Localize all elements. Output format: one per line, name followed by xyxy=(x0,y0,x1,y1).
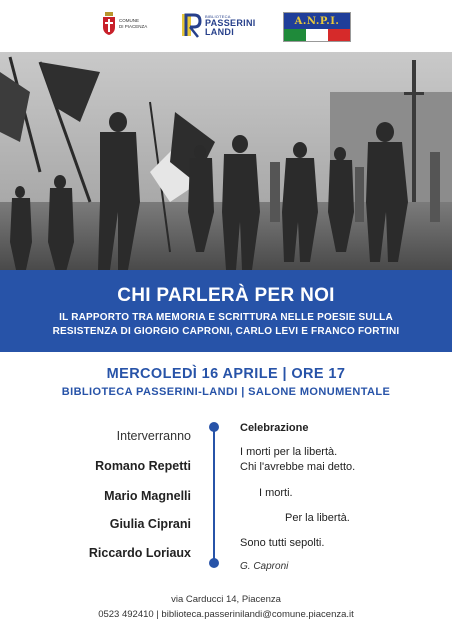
speaker-name: Mario Magnelli xyxy=(104,489,191,503)
anpi-logo xyxy=(283,12,351,42)
historical-photo xyxy=(0,52,452,270)
poem-line: Per la libertà. xyxy=(285,512,350,524)
event-subtitle-line-2: RESISTENZA DI GIORGIO CAPRONI, CARLO LEVI E FRANCO FORTINI xyxy=(52,326,400,337)
biblio-name-1: PASSERINI xyxy=(205,17,256,28)
event-date-time: MERCOLEDÌ 16 APRILE | ORE 17 xyxy=(106,366,346,382)
crest-icon xyxy=(102,12,116,36)
comune-text-1: COMUNE xyxy=(119,18,139,23)
comune-piacenza-logo xyxy=(102,12,147,36)
poem-line: Sono tutti sepolti. xyxy=(240,537,325,549)
speaker-name: Riccardo Loriaux xyxy=(88,546,191,560)
biblio-monogram-icon xyxy=(182,12,202,38)
anpi-text: A.N.P.I. xyxy=(284,13,350,29)
speaker-name: Romano Repetti xyxy=(95,459,191,473)
event-venue: BIBLIOTECA PASSERINI-LANDI | SALONE MONUMENTALE xyxy=(61,386,391,398)
comune-text-2: DI PIACENZA xyxy=(119,24,148,29)
poem-line: I morti. xyxy=(259,487,293,499)
poem-author: G. Caproni xyxy=(240,561,289,572)
biblio-name-2: LANDI xyxy=(205,26,234,37)
poem-line: I morti per la libertà. xyxy=(240,446,338,458)
speakers-intro: Interverranno xyxy=(116,429,191,443)
footer-contacts: 0523 492410 | biblioteca.passerinilandi@comune.piacenza.it xyxy=(98,609,354,620)
event-title: CHI PARLERÀ PER NOI xyxy=(117,285,335,306)
event-subtitle-line-1: IL RAPPORTO TRA MEMORIA E SCRITTURA NELLE POESIE SULLA xyxy=(59,312,393,323)
poem-title: Celebrazione xyxy=(240,422,309,434)
divider-dot-top xyxy=(209,422,219,432)
logo-row xyxy=(0,10,452,46)
title-banner xyxy=(0,270,452,352)
biblioteca-logo xyxy=(182,12,256,38)
biblio-small-text: BIBLIOTECA xyxy=(205,13,231,19)
divider-dot-bottom xyxy=(209,558,219,568)
poem-line: Chi l'avrebbe mai detto. xyxy=(240,461,356,473)
italian-flag-icon xyxy=(284,29,350,41)
speaker-name: Giulia Ciprani xyxy=(109,517,191,531)
vertical-divider xyxy=(213,427,215,563)
footer-address: via Carducci 14, Piacenza xyxy=(171,594,281,605)
